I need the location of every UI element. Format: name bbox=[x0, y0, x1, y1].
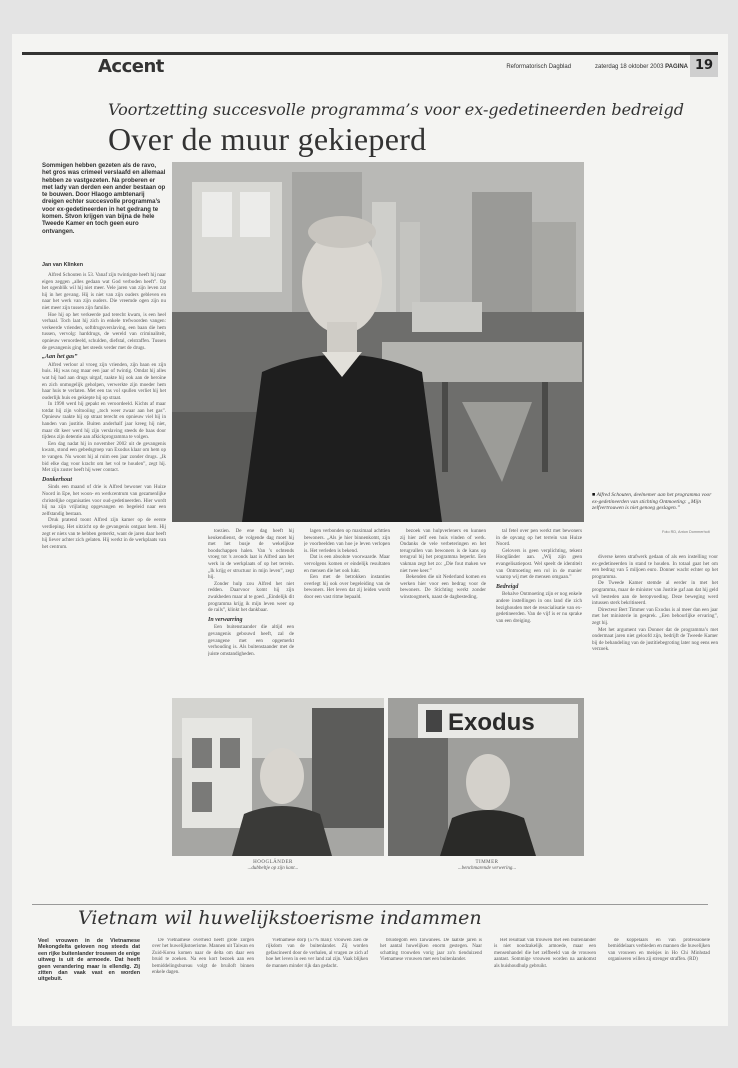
timmer-caption: TIMMER ...benchmarende verwering... bbox=[457, 860, 517, 871]
paragraph: Sinds een maand of drie is Alfred bewoner van Huize Noord in Epe, het woon- en werkcentrum van gezamenlijke christelijke organisaties voor oud-gedetineerden. Hier wordt hij na zijn vrijlating opgevangen en begeleid naar een zelfstandig bestaan. bbox=[42, 484, 166, 517]
paragraph: Een met de betrokken instanties overlegt hij ook over begeleiding van de bewoners. Het leven dat zij leiden wordt door een vast ritme bepaald. bbox=[304, 574, 390, 600]
page-label: PAGINA bbox=[665, 64, 688, 70]
newspaper-page bbox=[12, 34, 728, 1026]
workshop-photo-image bbox=[172, 162, 584, 522]
subheading: Donkerhout bbox=[42, 476, 73, 483]
paragraph: Druk pratend toont Alfred zijn kamer op de eerste verdieping. Het uitzicht op de gevangenis ontgaat hem. Hij zegt er niets van te hebben gemerkt, want de jaren daar heeft hij liever achter zich gelaten. Hij werkt in de werkplaats van het centrum. bbox=[42, 517, 166, 550]
hooglander-photo bbox=[172, 698, 384, 856]
article-intro: Sommigen hebben gezeten als de ravo, het gros was crimeel verslaafd en allemaal hebben ze vastgezeten. Na proberen er met lady van derden een ander bestaan op te bouwen. Door Hlaogo ambtenarij dreigen echter succesvolle programma’s voor ex-gedetineerden in het gedrang te komen. Stvon krijgen van bijna de hele Tweede Kamer en toch geen euro ontvangen. bbox=[42, 162, 166, 235]
paragraph: bezoek van hulpverleners en kunnen zij hier zelf een huis vinden of werk. Ondanks de vele verbeteringen en het terugvallen van bewoners is de kans op terugval bij het programma beperkt. Een vakman zegt het zo: „Die fout maken we niet twee keer.” bbox=[400, 528, 486, 574]
paragraph: Zonder hulp zou Alfred het niet redden. Daarvoor komt hij zijn zwakheden maar al te goed. „Eindelijk dit programma krijg ik mijn leven weer op de rails”, klinkt het dankbaar. bbox=[208, 580, 294, 614]
paragraph: lagen verbonden op maximaal achttien bewoners. „Als je hier binnenkomt, zijn je voorbeelden van hoe je leven verlopen is. Het verleden is bekend. bbox=[304, 528, 390, 554]
paragraph: Gelovers is geen verplichting, tekent Hoogländer aan. „Wij zijn geen evangelisatiepost. Wel speelt de identiteit van Ontmoeting een rol in de manier waarop wij met de mensen omgaan.” bbox=[496, 547, 582, 581]
paragraph: Alfred Schouten is 53. Vanaf zijn twintigste heeft hij naar eigen zeggen „alles gedaan wat God verboden heeft”. Op het ogenblik wil hij niet meer. Vele jaren van zijn leven zat hij in het gevang. Hij is niet van zijn ouders gebleven en naar het werk van zijn ouders. Die vreemde ogen zijn nu niet meer zijn tussen zijn familie. bbox=[42, 272, 166, 311]
paragraph: In 1998 werd hij gepakt en veroordeeld. Kichts af maar totdat hij zijn voltooiing „toch weer zwaar aan het gas”. Opnieuw raakte hij op straat terecht en opnieuw viel hij in handen van justitie. Buiten anderhalf jaar kreeg hij niet, maar dit keer werd hij zijn verslaving steeds de baas door tijdens zijn detentie aan afkickprogramma te volgen. bbox=[42, 401, 166, 441]
paragraph: Dat is een absolute voorwaarde. Maar vervolgens komen er eindelijk resultaten en mensen die het ook lukt. bbox=[304, 554, 390, 574]
paragraph: Een dag nadat hij in november 2002 uit de gevangenis kwam, stond een gebedsgroep van Exodus klaar om hem op te vangen. Nu woont hij al ruim een jaar zonder drugs. „Ik bid elke dag voor kracht om het vol te houden”, zegt hij. Met zijn zuster heeft hij weer contact. bbox=[42, 440, 166, 474]
second-article-column: Vietnamese dorp (57% man): vrouwen zien de rijkdom van de buitenlander. Zij worden gefascineerd door de verhalen, al vragen ze zich af hoe het leven in een ver land zal zijn. Vaak blijken de mannen minder rijk dan gedacht. bbox=[266, 938, 368, 969]
paragraph: diverse keren strafwerk gedaan of als een instelling voor ex-gedetineerden in stand te houden. In totaal gaat het om een bedrag van 5 miljoen euro. Donner wacht echter op het programma. bbox=[592, 554, 718, 580]
second-article-column: bruidegom een Taiwanees. De laatste jaren is het aantal huwelijken enorm gestegen. Naar schatting trouwden vorig jaar zo'n tienduizend Vietnamese vrouwen met een buitenlander. bbox=[380, 938, 482, 963]
page-number: 19 bbox=[690, 55, 718, 77]
header-rule bbox=[22, 52, 718, 55]
publication-date: zaterdag 18 oktober 2003 bbox=[595, 64, 664, 70]
second-article-column: de koppelaars en van professionele bemiddelaars verbieden en mannen die huwelijken van vrouwen en meisjes in Ho Chi Minhstad organiseren willen zij strenger straffen. (RD) bbox=[608, 938, 710, 963]
photo-credit: Foto RD, Anton Dommerholt bbox=[662, 530, 710, 534]
timmer-photo bbox=[388, 698, 584, 856]
paragraph: Alfred verloor al vroeg zijn vrienden, zijn baan en zijn huis. Hij was nog maar een jaar of twintig. Omdat hij alles wat hij had aan drugs uitgaf, raakte hij ook aan de heroïne en zich onmogelijk geholpen, verwerkte zijn moeder hem haar huis te verlaten. Met een tas vol spullen verliet hij het ouderlijk huis en gekiepte hij op straat. bbox=[42, 361, 166, 401]
hooglander-photo-image bbox=[172, 698, 384, 856]
hooglander-caption: HOOGLÄNDER ...dubbeltje op zijn kant... bbox=[247, 860, 299, 871]
second-article-headline: Vietnam wil huwelijkstoerisme indammen bbox=[78, 907, 482, 929]
second-article-column: De Vietnamese overheid heeft grote zorgen over het huwelijkstoerisme. Mannen uit Taiwan en Zuid-Korea komen naar de delta om daar een bruid te zoeken. Na een kort bezoek aan een bemiddelingsbureau volgt de bruiloft binnen enkele dagen. bbox=[152, 938, 254, 976]
paragraph: Met het argument van Donner dat de programma’s met ondermaat jaren niet geloofd zijn, bedrijft de Tweede Kamer bij de behandeling van de justitiebegroting later nog eens een verzoek. bbox=[592, 626, 718, 653]
paragraph: Hoe hij op het verkeerde pad terecht kwam, is een heel verhaal. Toch laat hij zich in enkele trefwoorden vangen: verkeerde vrienden, softdrugsverslaving, een baan die hem tussen, vervolg: harddrugs, de wereld van criminaliteit, opnieuw veroordeeld, schulden, diefstal, celstraffen. Tussen de gevangenis ging het steeds verder met de drugs. bbox=[42, 311, 166, 351]
article-column-3 bbox=[304, 528, 390, 694]
page-header-info bbox=[506, 64, 688, 70]
subheading: Bedreigd bbox=[496, 583, 519, 590]
timmer-photo-image bbox=[388, 698, 584, 856]
article-column-6 bbox=[592, 554, 718, 894]
article-divider bbox=[32, 904, 708, 905]
main-photo bbox=[172, 162, 584, 522]
section-title: Accent bbox=[98, 56, 164, 77]
svg-text:Exodus: Exodus bbox=[448, 709, 535, 736]
paragraph: Bekenden die uit Nederland komen en werken hier voor een bedrag voor de bewoners. De Stichting werkt zonder winstoogmerk, naast de dagbesteding. bbox=[400, 574, 486, 600]
article-column-5 bbox=[496, 528, 582, 694]
subheading: In verwarring bbox=[208, 616, 243, 623]
paragraph: toezien. De ene dag heeft hij keukendienst, de volgende dag moet hij met het busje de wekelijkse boodschappen halen. Van 's ochtends vroeg tot 's avonds laat is Alfred aan het werk in de werkplaats of op het terrein. „Ik krijg er structuur in mijn leven”, zegt hij. bbox=[208, 528, 294, 581]
article-column-1 bbox=[42, 272, 166, 894]
subheading: „Aan het gas” bbox=[42, 354, 78, 361]
publication-name: Reformatorisch Dagblad bbox=[506, 64, 572, 70]
second-article-column: Het resultaat van trouwen met een buitenlander is niet noodzakelijk armoede, maar een mensenhandel die het zelfbeeld van de vrouwen aantast. Sommige vrouwen worden na aankomst als huishoudhulp gebruikt. bbox=[494, 938, 596, 969]
article-column-2 bbox=[208, 528, 294, 694]
paragraph: Directeur Bert Timmer van Exodus is al meer dan een jaar met het ministerie in gesprek. „Een behoorlijke ervaring”, zegt hij. bbox=[592, 606, 718, 626]
paragraph: De Tweede Kamer stemde al eerder in met het programma, maar de minister van Justitie gaf aan dat hij geld wil besteden aan de heropvoeding. Deze beweging werd intussen sterk bekritiseerd. bbox=[592, 580, 718, 607]
main-photo-caption: ■ Alfred Schouten, deelnemer aan het programma voor ex-gedetineerden van stichting Ontmoeting: „Mijn zelfvertrouwen is niet genoeg geslagen.” bbox=[592, 492, 712, 512]
article-column-4 bbox=[400, 528, 486, 694]
paragraph: Behalve Ontmoeting zijn er nog enkele andere instellingen in ons land die zich bezighouden met de resocialisatie van ex-gedetineerden. Van de vijf is er nu sprake van een dreiging. bbox=[496, 591, 582, 624]
article-byline: Jan van Klinken bbox=[42, 262, 84, 268]
article-kicker: Voortzetting succesvolle programma’s voor ex-gedetineerden bedreigd bbox=[108, 100, 685, 119]
article-headline: Over de muur gekieperd bbox=[108, 121, 427, 157]
second-article-lead: Veel vrouwen in de Vietnamese Mekongdelta geloven nog steeds dat een rijke buitenlander trouwen de enige uitweg is uit de armoede. Dat heeft geen verandering maar is ellendig. Zij zitten dan vaak vast en worden uitgebuit. bbox=[38, 938, 140, 983]
paragraph: tal fetel over pen werkt met bewoners in de opvang op het terrein van Huize Noord. bbox=[496, 528, 582, 548]
paragraph: Een buitenstaander die altijd een gevangenis gebouwd heeft, zal de gevangene met een opgemerkt verhouding is. Als buitenstaander met de juiste omstandigheden. bbox=[208, 624, 294, 657]
